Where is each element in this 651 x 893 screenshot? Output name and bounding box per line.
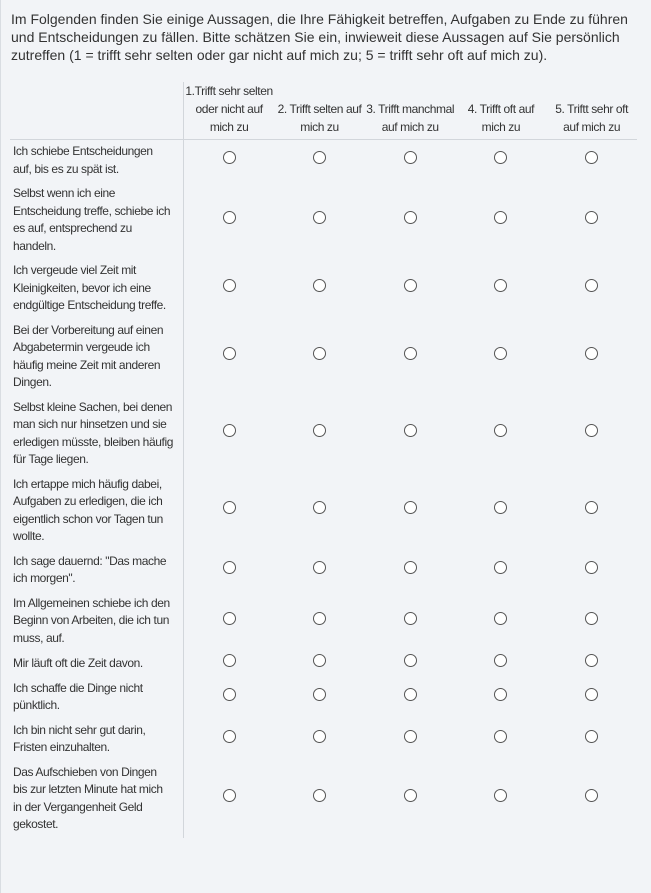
radio-cell: [456, 259, 547, 319]
statement-row: [10, 592, 637, 652]
statement-label: Ich bin nicht sehr gut darin, Fristen einzuhalten.: [10, 719, 184, 761]
radio-cell: [365, 259, 456, 319]
radio-cell: [184, 677, 275, 719]
radio-cell: [274, 396, 365, 473]
radio-option-3[interactable]: [404, 424, 417, 437]
radio-option-1[interactable]: [223, 347, 236, 360]
radio-option-2[interactable]: [313, 501, 326, 514]
radio-option-3[interactable]: [404, 347, 417, 360]
statement-row: [10, 396, 637, 473]
statement-label: Selbst wenn ich eine Entscheidung treffe, schiebe ich es auf, entsprechend zu handeln.: [10, 182, 184, 259]
radio-option-1[interactable]: [223, 424, 236, 437]
radio-cell: [184, 761, 275, 838]
radio-option-1[interactable]: [223, 211, 236, 224]
radio-cell: [546, 396, 637, 473]
radio-cell: [274, 473, 365, 550]
radio-option-1[interactable]: [223, 654, 236, 667]
radio-cell: [184, 396, 275, 473]
radio-option-4[interactable]: [494, 151, 507, 164]
radio-option-1[interactable]: [223, 561, 236, 574]
radio-cell: [546, 677, 637, 719]
radio-option-3[interactable]: [404, 654, 417, 667]
column-header: 1.Trifft sehr selten oder nicht auf mich zu: [184, 82, 275, 140]
radio-option-1[interactable]: [223, 501, 236, 514]
column-header: 5. Triftt sehr oft auf mich zu: [546, 82, 637, 140]
radio-option-2[interactable]: [313, 151, 326, 164]
radio-cell: [456, 140, 547, 183]
radio-cell: [365, 592, 456, 652]
radio-option-2[interactable]: [313, 561, 326, 574]
radio-cell: [456, 182, 547, 259]
statement-label: Ich vergeude viel Zeit mit Kleinigkeiten, bevor ich eine endgültige Entscheidung treffe.: [10, 259, 184, 319]
radio-option-3[interactable]: [404, 561, 417, 574]
radio-cell: [456, 719, 547, 761]
radio-cell: [456, 396, 547, 473]
radio-option-2[interactable]: [313, 654, 326, 667]
radio-option-1[interactable]: [223, 789, 236, 802]
radio-cell: [365, 473, 456, 550]
column-header: 4. Trifft oft auf mich zu: [456, 82, 547, 140]
radio-cell: [274, 550, 365, 592]
radio-option-5[interactable]: [585, 211, 598, 224]
radio-option-4[interactable]: [494, 730, 507, 743]
radio-option-3[interactable]: [404, 501, 417, 514]
statement-row: [10, 550, 637, 592]
column-header: 3. Trifft manchmal auf mich zu: [365, 82, 456, 140]
radio-cell: [274, 719, 365, 761]
radio-cell: [365, 651, 456, 677]
statement-row: [10, 677, 637, 719]
radio-cell: [546, 719, 637, 761]
radio-option-1[interactable]: [223, 730, 236, 743]
radio-cell: [456, 761, 547, 838]
radio-option-3[interactable]: [404, 730, 417, 743]
radio-option-1[interactable]: [223, 612, 236, 625]
radio-option-1[interactable]: [223, 279, 236, 292]
radio-option-4[interactable]: [494, 789, 507, 802]
radio-option-2[interactable]: [313, 211, 326, 224]
radio-option-5[interactable]: [585, 501, 598, 514]
radio-cell: [456, 473, 547, 550]
question-intro: Im Folgenden finden Sie einige Aussagen, die Ihre Fähigkeit betreffen, Aufgaben zu Ende zu führen und Entscheidungen zu fällen. Bitte schätzen Sie ein, inwieweit diese Aussagen auf Sie persönlich zutreffen (1 = trifft sehr selten oder gar nicht auf mich zu; 5 = trifft sehr oft auf mich zu).: [11, 11, 628, 63]
statement-label: Mir läuft oft die Zeit davon.: [10, 651, 184, 677]
radio-cell: [274, 182, 365, 259]
radio-option-5[interactable]: [585, 688, 598, 701]
statement-label: Selbst kleine Sachen, bei denen man sich nur hinsetzen und sie erledigen müsste, bleiben häufig für Tage liegen.: [10, 396, 184, 473]
radio-cell: [546, 550, 637, 592]
radio-option-2[interactable]: [313, 424, 326, 437]
radio-option-2[interactable]: [313, 347, 326, 360]
radio-option-3[interactable]: [404, 789, 417, 802]
column-header: 2. Trifft selten auf mich zu: [274, 82, 365, 140]
radio-cell: [184, 550, 275, 592]
radio-cell: [365, 182, 456, 259]
radio-option-4[interactable]: [494, 424, 507, 437]
radio-option-3[interactable]: [404, 612, 417, 625]
statement-label: Im Allgemeinen schiebe ich den Beginn von Arbeiten, die ich tun muss, auf.: [10, 592, 184, 652]
radio-cell: [365, 319, 456, 396]
statement-row: [10, 761, 637, 838]
statement-label: Bei der Vorbereitung auf einen Abgabetermin vergeude ich häufig meine Zeit mit anderen Dingen.: [10, 319, 184, 396]
radio-cell: [365, 396, 456, 473]
statement-label: Ich ertappe mich häufig dabei, Aufgaben zu erledigen, die ich eigentlich schon vor Tagen tun wollte.: [10, 473, 184, 550]
radio-cell: [546, 319, 637, 396]
statement-row: [10, 140, 637, 183]
radio-option-5[interactable]: [585, 654, 598, 667]
radio-cell: [456, 677, 547, 719]
radio-option-3[interactable]: [404, 151, 417, 164]
radio-cell: [546, 592, 637, 652]
radio-option-4[interactable]: [494, 347, 507, 360]
radio-cell: [184, 651, 275, 677]
statement-label: Ich sage dauernd: "Das mache ich morgen".: [10, 550, 184, 592]
radio-option-4[interactable]: [494, 279, 507, 292]
radio-cell: [456, 592, 547, 652]
radio-cell: [546, 651, 637, 677]
radio-option-4[interactable]: [494, 612, 507, 625]
radio-option-3[interactable]: [404, 211, 417, 224]
radio-option-4[interactable]: [494, 688, 507, 701]
radio-option-5[interactable]: [585, 730, 598, 743]
radio-option-2[interactable]: [313, 789, 326, 802]
radio-cell: [184, 319, 275, 396]
radio-option-5[interactable]: [585, 424, 598, 437]
statement-row: [10, 473, 637, 550]
statement-label: Das Aufschieben von Dingen bis zur letzten Minute hat mich in der Vergangenheit Geld gekostet.: [10, 761, 184, 838]
radio-option-5[interactable]: [585, 612, 598, 625]
radio-cell: [365, 140, 456, 183]
radio-cell: [365, 761, 456, 838]
radio-option-4[interactable]: [494, 654, 507, 667]
radio-option-1[interactable]: [223, 688, 236, 701]
radio-option-2[interactable]: [313, 612, 326, 625]
header-row: [10, 82, 637, 140]
radio-cell: [274, 651, 365, 677]
likert-matrix: [10, 82, 637, 838]
radio-option-3[interactable]: [404, 688, 417, 701]
statement-label: Ich schiebe Entscheidungen auf, bis es zu spät ist.: [10, 140, 184, 183]
statement-row: [10, 182, 637, 259]
radio-cell: [456, 319, 547, 396]
radio-cell: [184, 259, 275, 319]
radio-cell: [184, 719, 275, 761]
radio-option-4[interactable]: [494, 561, 507, 574]
radio-cell: [456, 550, 547, 592]
radio-cell: [274, 140, 365, 183]
radio-option-2[interactable]: [313, 688, 326, 701]
radio-option-4[interactable]: [494, 501, 507, 514]
radio-option-5[interactable]: [585, 347, 598, 360]
radio-cell: [184, 592, 275, 652]
radio-option-5[interactable]: [585, 279, 598, 292]
radio-cell: [546, 761, 637, 838]
radio-cell: [546, 182, 637, 259]
statement-row: [10, 319, 637, 396]
radio-option-4[interactable]: [494, 211, 507, 224]
radio-cell: [274, 592, 365, 652]
radio-cell: [546, 140, 637, 183]
statement-row: [10, 651, 637, 677]
statement-row: [10, 259, 637, 319]
radio-cell: [365, 719, 456, 761]
header-empty: [10, 82, 184, 140]
radio-option-5[interactable]: [585, 151, 598, 164]
radio-option-5[interactable]: [585, 789, 598, 802]
radio-cell: [456, 651, 547, 677]
radio-cell: [546, 259, 637, 319]
radio-option-2[interactable]: [313, 730, 326, 743]
radio-cell: [546, 473, 637, 550]
radio-option-5[interactable]: [585, 561, 598, 574]
radio-cell: [184, 182, 275, 259]
statement-label: Ich schaffe die Dinge nicht pünktlich.: [10, 677, 184, 719]
radio-option-2[interactable]: [313, 279, 326, 292]
radio-option-3[interactable]: [404, 279, 417, 292]
radio-cell: [184, 473, 275, 550]
radio-cell: [274, 761, 365, 838]
radio-cell: [274, 259, 365, 319]
radio-cell: [184, 140, 275, 183]
radio-cell: [365, 677, 456, 719]
radio-cell: [365, 550, 456, 592]
radio-cell: [274, 319, 365, 396]
statement-row: [10, 719, 637, 761]
radio-option-1[interactable]: [223, 151, 236, 164]
radio-cell: [274, 677, 365, 719]
